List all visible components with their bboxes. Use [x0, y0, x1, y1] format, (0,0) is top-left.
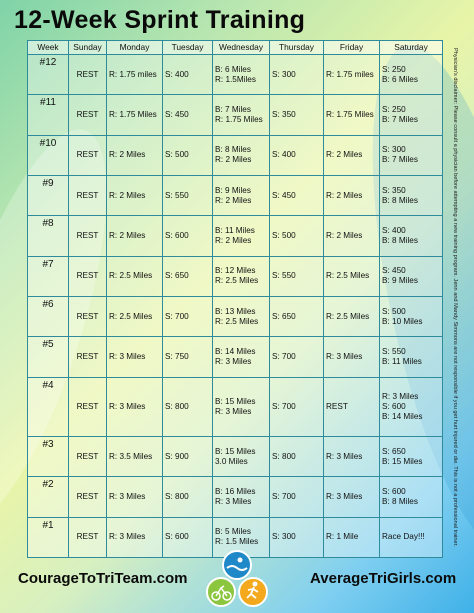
cell-friday: REST: [324, 377, 380, 437]
cell-monday: R: 1.75 miles: [107, 55, 163, 95]
cell-saturday: S: 450 B: 9 Miles: [380, 256, 443, 296]
cell-friday: R: 3 Miles: [324, 437, 380, 477]
cell-sunday: REST: [69, 256, 107, 296]
cell-wednesday: B: 6 Miles R: 1.5Miles: [213, 55, 270, 95]
cell-wednesday: B: 12 Miles R: 2.5 Miles: [213, 256, 270, 296]
cell-monday: R: 2.5 Miles: [107, 296, 163, 336]
cell-monday: R: 2 Miles: [107, 216, 163, 256]
cell-monday: R: 3 Miles: [107, 377, 163, 437]
cell-saturday: S: 650 B: 15 Miles: [380, 437, 443, 477]
cell-wednesday: B: 11 Miles R: 2 Miles: [213, 216, 270, 256]
cell-wednesday: B: 9 Miles R: 2 Miles: [213, 175, 270, 215]
footer-site-left: CourageToTriTeam.com: [18, 570, 188, 587]
week-number: #7: [28, 256, 69, 296]
cell-friday: R: 2.5 Miles: [324, 256, 380, 296]
cell-friday: R: 2 Miles: [324, 216, 380, 256]
cell-saturday: Race Day!!!: [380, 517, 443, 557]
cell-saturday: S: 300 B: 7 Miles: [380, 135, 443, 175]
table-row: [28, 55, 443, 95]
cell-friday: R: 2.5 Miles: [324, 296, 380, 336]
cell-wednesday: B: 8 Miles R: 2 Miles: [213, 135, 270, 175]
page-title: 12-Week Sprint Training: [14, 6, 306, 34]
cell-sunday: REST: [69, 175, 107, 215]
table-row: [28, 477, 443, 517]
cell-sunday: REST: [69, 95, 107, 135]
cell-thursday: S: 350: [270, 95, 324, 135]
cell-saturday: S: 350 B: 8 Miles: [380, 175, 443, 215]
cell-wednesday: B: 5 Miles R: 1.5 Miles: [213, 517, 270, 557]
cell-monday: R: 2 Miles: [107, 175, 163, 215]
cell-sunday: REST: [69, 55, 107, 95]
cell-sunday: REST: [69, 296, 107, 336]
cell-monday: R: 3 Miles: [107, 517, 163, 557]
table-body: [28, 55, 443, 558]
table-row: [28, 135, 443, 175]
cell-wednesday: B: 14 Miles R: 3 Miles: [213, 337, 270, 377]
week-number: #11: [28, 95, 69, 135]
col-header-wednesday: Wednesday: [213, 41, 270, 55]
cell-monday: R: 3.5 Miles: [107, 437, 163, 477]
table-row: [28, 256, 443, 296]
week-number: #6: [28, 296, 69, 336]
run-icon: [239, 578, 267, 606]
physician-disclaimer: Physician's disclaimer: Please consult a physician before attempting a new training program. Jenn and Mandy Simmons are not responsible if you get hurt injured or die. This is not a professional trainer.: [452, 48, 458, 547]
cell-wednesday: B: 7 Miles R: 1.75 Miles: [213, 95, 270, 135]
col-header-monday: Monday: [107, 41, 163, 55]
cell-friday: R: 1.75 miles: [324, 55, 380, 95]
cell-tuesday: S: 800: [163, 377, 213, 437]
cell-monday: R: 2 Miles: [107, 135, 163, 175]
triathlon-logo: [204, 548, 270, 610]
table-header-row: [28, 41, 443, 55]
cell-sunday: REST: [69, 437, 107, 477]
cell-monday: R: 2.5 Miles: [107, 256, 163, 296]
cell-sunday: REST: [69, 216, 107, 256]
week-number: #5: [28, 337, 69, 377]
cell-tuesday: S: 400: [163, 55, 213, 95]
cell-tuesday: S: 700: [163, 296, 213, 336]
cell-tuesday: S: 800: [163, 477, 213, 517]
table-row: [28, 175, 443, 215]
cell-wednesday: B: 13 Miles R: 2.5 Miles: [213, 296, 270, 336]
week-number: #4: [28, 377, 69, 437]
col-header-tuesday: Tuesday: [163, 41, 213, 55]
col-header-thursday: Thursday: [270, 41, 324, 55]
bike-icon: [207, 578, 235, 606]
table-row: [28, 437, 443, 477]
training-schedule-table: [27, 40, 443, 558]
cell-tuesday: S: 750: [163, 337, 213, 377]
week-number: #10: [28, 135, 69, 175]
cell-sunday: REST: [69, 337, 107, 377]
cell-thursday: S: 300: [270, 517, 324, 557]
cell-friday: R: 3 Miles: [324, 477, 380, 517]
cell-thursday: S: 700: [270, 377, 324, 437]
cell-thursday: S: 500: [270, 216, 324, 256]
swim-icon: [223, 551, 251, 579]
cell-friday: R: 2 Miles: [324, 135, 380, 175]
cell-tuesday: S: 900: [163, 437, 213, 477]
cell-sunday: REST: [69, 477, 107, 517]
week-number: #8: [28, 216, 69, 256]
week-number: #3: [28, 437, 69, 477]
cell-friday: R: 1.75 Miles: [324, 95, 380, 135]
cell-saturday: S: 550 B: 11 Miles: [380, 337, 443, 377]
week-number: #1: [28, 517, 69, 557]
cell-friday: R: 1 Mile: [324, 517, 380, 557]
table-row: [28, 377, 443, 437]
cell-wednesday: B: 15 Miles R: 3 Miles: [213, 377, 270, 437]
cell-saturday: S: 250 B: 6 Miles: [380, 55, 443, 95]
table-row: [28, 337, 443, 377]
cell-tuesday: S: 600: [163, 216, 213, 256]
cell-friday: R: 2 Miles: [324, 175, 380, 215]
cell-monday: R: 1.75 Miles: [107, 95, 163, 135]
cell-thursday: S: 300: [270, 55, 324, 95]
cell-thursday: S: 400: [270, 135, 324, 175]
cell-saturday: S: 500 B: 10 Miles: [380, 296, 443, 336]
cell-friday: R: 3 Miles: [324, 337, 380, 377]
cell-sunday: REST: [69, 377, 107, 437]
cell-tuesday: S: 550: [163, 175, 213, 215]
cell-monday: R: 3 Miles: [107, 337, 163, 377]
cell-saturday: R: 3 Miles S: 600 B: 14 Miles: [380, 377, 443, 437]
cell-wednesday: B: 15 Miles 3.0 Miles: [213, 437, 270, 477]
table-row: [28, 296, 443, 336]
cell-sunday: REST: [69, 135, 107, 175]
col-header-week: Week: [28, 41, 69, 55]
week-number: #9: [28, 175, 69, 215]
week-number: #2: [28, 477, 69, 517]
col-header-sunday: Sunday: [69, 41, 107, 55]
cell-sunday: REST: [69, 517, 107, 557]
cell-saturday: S: 400 B: 8 Miles: [380, 216, 443, 256]
cell-saturday: S: 600 B: 8 Miles: [380, 477, 443, 517]
week-number: #12: [28, 55, 69, 95]
cell-tuesday: S: 650: [163, 256, 213, 296]
cell-tuesday: S: 450: [163, 95, 213, 135]
cell-thursday: S: 450: [270, 175, 324, 215]
cell-thursday: S: 800: [270, 437, 324, 477]
cell-tuesday: S: 600: [163, 517, 213, 557]
table-row: [28, 95, 443, 135]
cell-saturday: S: 250 B: 7 Miles: [380, 95, 443, 135]
cell-wednesday: B: 16 Miles R: 3 Miles: [213, 477, 270, 517]
table-row: [28, 216, 443, 256]
footer-site-right: AverageTriGirls.com: [310, 570, 457, 587]
cell-thursday: S: 700: [270, 337, 324, 377]
col-header-friday: Friday: [324, 41, 380, 55]
col-header-saturday: Saturday: [380, 41, 443, 55]
cell-tuesday: S: 500: [163, 135, 213, 175]
cell-thursday: S: 700: [270, 477, 324, 517]
cell-thursday: S: 550: [270, 256, 324, 296]
cell-thursday: S: 650: [270, 296, 324, 336]
cell-monday: R: 3 Miles: [107, 477, 163, 517]
